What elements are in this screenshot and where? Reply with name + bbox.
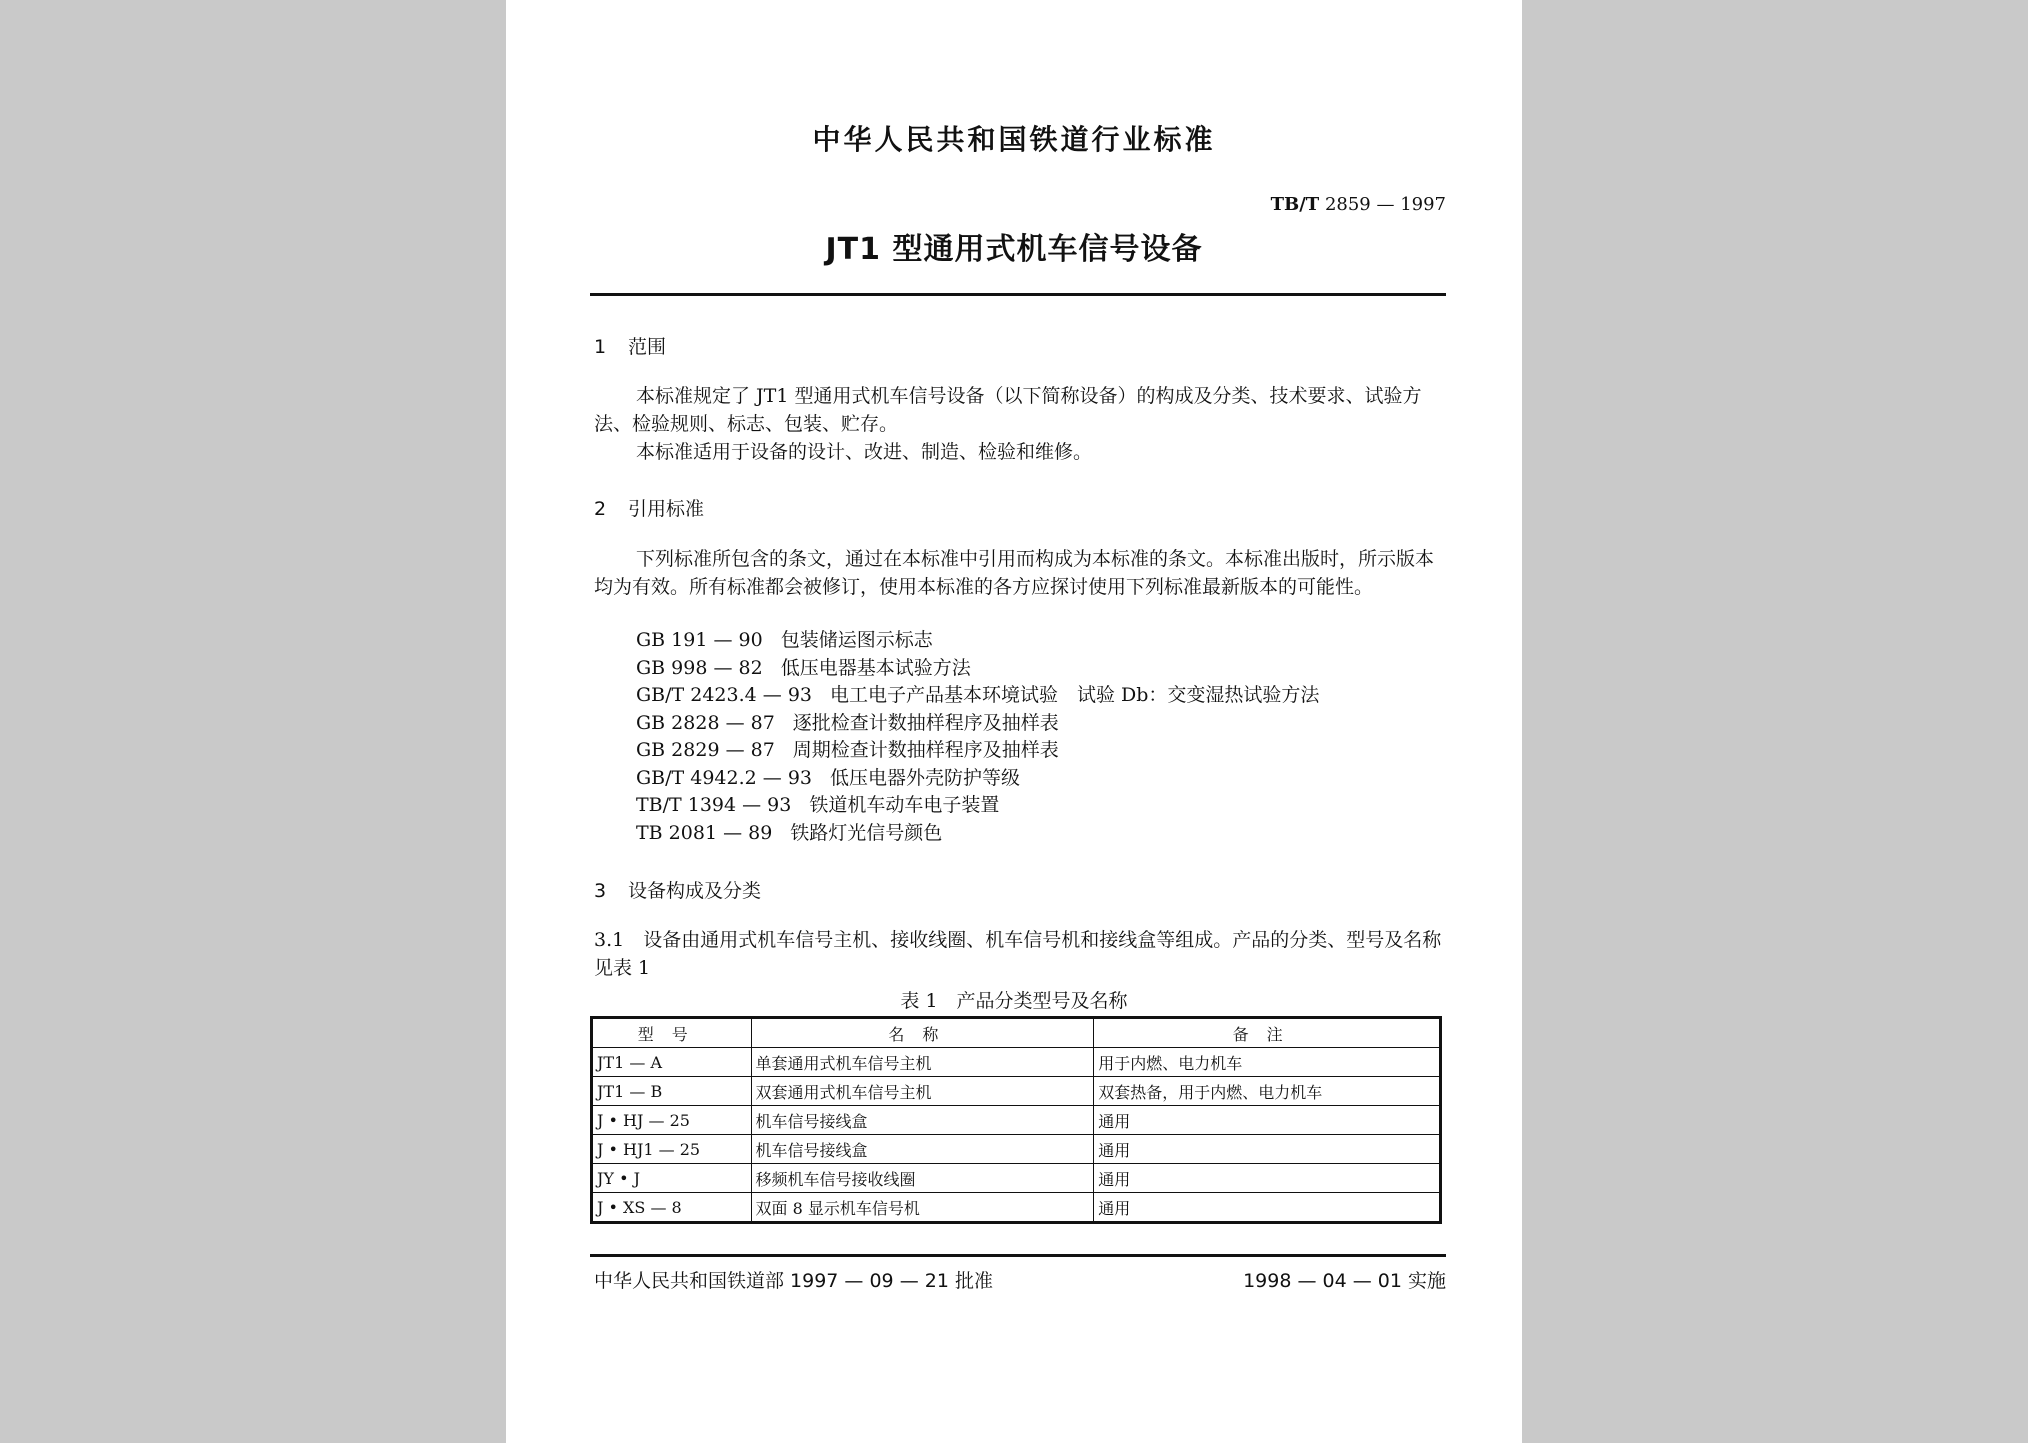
section-3-heading bbox=[594, 876, 761, 903]
product-classification-table bbox=[590, 1016, 1442, 1224]
reference-code: GB 191 — 90 bbox=[636, 629, 763, 651]
reference-code: GB 2829 — 87 bbox=[636, 739, 775, 761]
cell-name: 单套通用式机车信号主机 bbox=[751, 1048, 1094, 1077]
footer-divider bbox=[590, 1254, 1446, 1257]
column-header-remarks: 备注 bbox=[1094, 1018, 1441, 1048]
reference-code: GB 998 — 82 bbox=[636, 656, 763, 679]
table-row bbox=[592, 1193, 1441, 1223]
reference-title: 铁道机车动车电子装置 bbox=[809, 794, 1000, 816]
table-caption: 表 1 产品分类型号及名称 bbox=[900, 990, 1128, 1012]
document-title: JT1 型通用式机车信号设备 bbox=[825, 232, 1203, 267]
column-header-model: 型号 bbox=[592, 1018, 752, 1048]
reference-item bbox=[636, 627, 1319, 655]
cell-name: 双套通用式机车信号主机 bbox=[751, 1077, 1094, 1106]
section-number: 2 bbox=[594, 498, 607, 520]
cell-remarks: 通用 bbox=[1094, 1106, 1441, 1135]
standard-prefix: TB/T bbox=[1270, 194, 1320, 215]
table-row bbox=[592, 1048, 1441, 1077]
reference-code: GB 2828 — 87 bbox=[636, 711, 775, 734]
reference-title: 电工电子产品基本环境试验 试验 Db：交变湿热试验方法 bbox=[830, 684, 1320, 706]
section-title: 设备构成及分类 bbox=[628, 880, 762, 902]
table-header-row bbox=[592, 1018, 1441, 1048]
reference-code: GB/T 2423.4 — 93 bbox=[636, 684, 812, 706]
standard-number-value: 2859 — 1997 bbox=[1324, 194, 1446, 215]
cell-model: JT1 — A bbox=[592, 1048, 752, 1077]
cell-model: J • HJ1 — 25 bbox=[592, 1135, 752, 1164]
table-row bbox=[592, 1164, 1441, 1193]
cell-model: JT1 — B bbox=[592, 1077, 752, 1106]
cell-model: J • XS — 8 bbox=[592, 1193, 752, 1223]
table-row bbox=[592, 1135, 1441, 1164]
section-title: 引用标准 bbox=[628, 498, 705, 520]
reference-list bbox=[636, 627, 1319, 847]
cell-name: 移频机车信号接收线圈 bbox=[751, 1164, 1094, 1193]
cell-remarks: 通用 bbox=[1094, 1164, 1441, 1193]
effective-date: 1998 — 04 — 01 实施 bbox=[1243, 1270, 1446, 1292]
section-1-heading bbox=[594, 332, 666, 359]
cell-name: 双面 8 显示机车信号机 bbox=[751, 1193, 1094, 1223]
reference-item bbox=[636, 792, 1319, 820]
reference-title: 包装储运图示标志 bbox=[780, 629, 933, 651]
reference-title: 周期检查计数抽样程序及抽样表 bbox=[792, 739, 1059, 761]
cell-model: J • HJ — 25 bbox=[592, 1106, 752, 1135]
reference-title: 低压电器基本试验方法 bbox=[780, 656, 971, 679]
cell-remarks: 双套热备，用于内燃、电力机车 bbox=[1094, 1077, 1441, 1106]
reference-title: 低压电器外壳防护等级 bbox=[830, 766, 1021, 789]
issuing-organization: 中华人民共和国铁道行业标准 bbox=[812, 123, 1216, 156]
reference-code: TB/T 1394 — 93 bbox=[636, 794, 792, 816]
column-header-name: 名称 bbox=[751, 1018, 1094, 1048]
section-2-paragraph-1: 下列标准所包含的条文，通过在本标准中引用而构成为本标准的条文。本标准出版时，所示版本均为有效。所有标准都会被修订，使用本标准的各方应探讨使用下列标准最新版本的可能性。 bbox=[594, 548, 1435, 598]
cell-remarks: 用于内燃、电力机车 bbox=[1094, 1048, 1441, 1077]
section-1-paragraph-2: 本标准适用于设备的设计、改进、制造、检验和维修。 bbox=[636, 441, 1093, 463]
document-page bbox=[506, 0, 1522, 1443]
header-divider bbox=[590, 293, 1446, 296]
table-row bbox=[592, 1106, 1441, 1135]
reference-item bbox=[636, 765, 1319, 793]
reference-code: GB/T 4942.2 — 93 bbox=[636, 766, 812, 789]
section-2-heading bbox=[594, 494, 704, 521]
cell-name: 机车信号接线盒 bbox=[751, 1135, 1094, 1164]
reference-item bbox=[636, 737, 1319, 765]
section-3-paragraph-1: 3.1 设备由通用式机车信号主机、接收线圈、机车信号机和接线盒等组成。产品的分类、型号及名称见表 1 bbox=[594, 929, 1442, 979]
reference-title: 铁路灯光信号颜色 bbox=[790, 821, 943, 844]
cell-name: 机车信号接线盒 bbox=[751, 1106, 1094, 1135]
section-title: 范围 bbox=[628, 336, 667, 358]
reference-item bbox=[636, 682, 1319, 710]
section-number: 3 bbox=[594, 880, 607, 902]
cell-model: JY • J bbox=[592, 1164, 752, 1193]
reference-item bbox=[636, 820, 1319, 848]
section-1-paragraph-1: 本标准规定了 JT1 型通用式机车信号设备（以下简称设备）的构成及分类、技术要求、试验方法、检验规则、标志、包装、贮存。 bbox=[594, 385, 1422, 435]
reference-item bbox=[636, 655, 1319, 683]
approval-date: 中华人民共和国铁道部 1997 — 09 — 21 批准 bbox=[594, 1270, 993, 1292]
reference-code: TB 2081 — 89 bbox=[636, 821, 773, 844]
table-row bbox=[592, 1077, 1441, 1106]
section-number: 1 bbox=[594, 336, 607, 358]
standard-number bbox=[1271, 194, 1446, 215]
reference-title: 逐批检查计数抽样程序及抽样表 bbox=[792, 711, 1059, 734]
reference-item bbox=[636, 710, 1319, 738]
cell-remarks: 通用 bbox=[1094, 1135, 1441, 1164]
cell-remarks: 通用 bbox=[1094, 1193, 1441, 1223]
